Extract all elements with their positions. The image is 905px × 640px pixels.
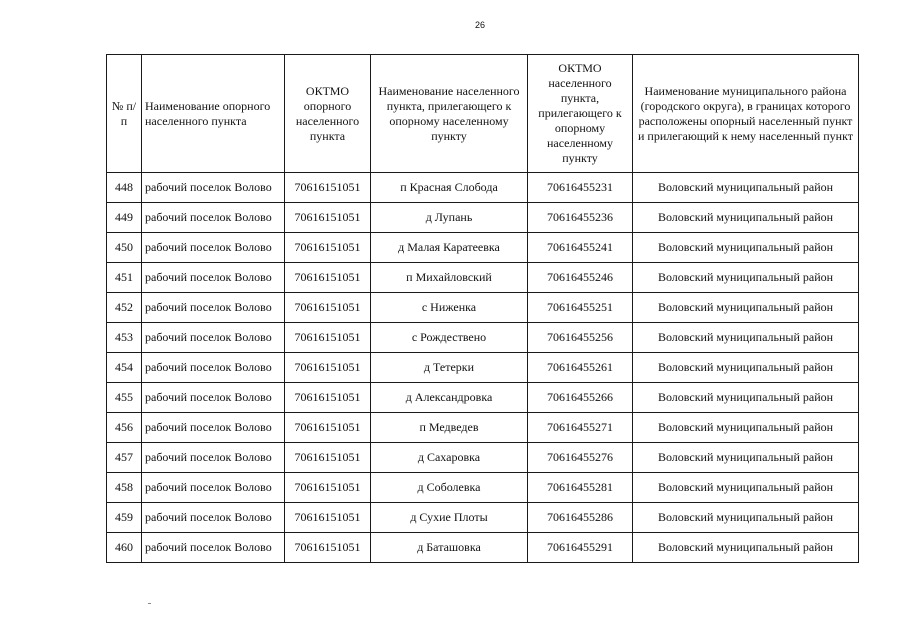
support-settlement-cell: рабочий поселок Волово (142, 263, 285, 293)
table-header (107, 55, 859, 173)
row-number-cell: 454 (107, 353, 142, 383)
support-oktmo-cell: 70616151051 (285, 353, 371, 383)
support-settlement-cell: рабочий поселок Волово (142, 293, 285, 323)
municipal-district-cell: Воловский муниципальный район (633, 233, 859, 263)
adjacent-oktmo-cell: 70616455246 (528, 263, 633, 293)
adjacent-oktmo-cell: 70616455276 (528, 443, 633, 473)
table-row (107, 503, 859, 533)
adjacent-oktmo-cell: 70616455271 (528, 413, 633, 443)
support-oktmo-cell: 70616151051 (285, 173, 371, 203)
support-oktmo-cell: 70616151051 (285, 413, 371, 443)
adjacent-oktmo-cell: 70616455256 (528, 323, 633, 353)
municipal-district-cell: Воловский муниципальный район (633, 533, 859, 563)
municipal-district-cell: Воловский муниципальный район (633, 263, 859, 293)
row-number-cell: 456 (107, 413, 142, 443)
adjacent-oktmo-cell: 70616455281 (528, 473, 633, 503)
adjacent-settlement-cell: п Медведев (371, 413, 528, 443)
support-oktmo-cell: 70616151051 (285, 503, 371, 533)
support-oktmo-cell: 70616151051 (285, 323, 371, 353)
page-number: 26 (474, 20, 485, 30)
municipal-district-cell: Воловский муниципальный район (633, 383, 859, 413)
table-row (107, 383, 859, 413)
support-settlement-cell: рабочий поселок Волово (142, 233, 285, 263)
municipal-district-cell: Воловский муниципальный район (633, 173, 859, 203)
table-row (107, 233, 859, 263)
adjacent-settlement-cell: п Михайловский (371, 263, 528, 293)
support-oktmo-cell: 70616151051 (285, 383, 371, 413)
adjacent-oktmo-cell: 70616455261 (528, 353, 633, 383)
adjacent-oktmo-cell: 70616455251 (528, 293, 633, 323)
adjacent-oktmo-cell: 70616455241 (528, 233, 633, 263)
table-row (107, 443, 859, 473)
municipal-district-cell: Воловский муниципальный район (633, 323, 859, 353)
adjacent-settlement-cell: с Ниженка (371, 293, 528, 323)
adjacent-oktmo-cell: 70616455291 (528, 533, 633, 563)
adjacent-settlement-cell: д Соболевка (371, 473, 528, 503)
municipal-district-cell: Воловский муниципальный район (633, 293, 859, 323)
support-oktmo-cell: 70616151051 (285, 443, 371, 473)
adjacent-settlement-cell: с Рождествено (371, 323, 528, 353)
adjacent-settlement-cell: д Лупань (371, 203, 528, 233)
table-row (107, 323, 859, 353)
adjacent-settlement-cell: д Александровка (371, 383, 528, 413)
support-settlement-cell: рабочий поселок Волово (142, 383, 285, 413)
table-row (107, 353, 859, 383)
support-settlement-cell: рабочий поселок Волово (142, 533, 285, 563)
municipal-district-cell: Воловский муниципальный район (633, 203, 859, 233)
adjacent-settlement-cell: д Баташовка (371, 533, 528, 563)
support-settlement-cell: рабочий поселок Волово (142, 323, 285, 353)
table-row (107, 533, 859, 563)
municipal-district-cell: Воловский муниципальный район (633, 353, 859, 383)
header-number: № п/п (107, 55, 142, 173)
row-number-cell: 457 (107, 443, 142, 473)
support-settlement-cell: рабочий поселок Волово (142, 503, 285, 533)
row-number-cell: 455 (107, 383, 142, 413)
row-number-cell: 451 (107, 263, 142, 293)
municipal-district-cell: Воловский муниципальный район (633, 503, 859, 533)
adjacent-settlement-cell: п Красная Слобода (371, 173, 528, 203)
adjacent-oktmo-cell: 70616455266 (528, 383, 633, 413)
support-settlement-cell: рабочий поселок Волово (142, 203, 285, 233)
support-oktmo-cell: 70616151051 (285, 233, 371, 263)
header-support-settlement: Наименование опорного населенного пункта (142, 55, 285, 173)
support-settlement-cell: рабочий поселок Волово (142, 473, 285, 503)
support-oktmo-cell: 70616151051 (285, 263, 371, 293)
municipal-district-cell: Воловский муниципальный район (633, 413, 859, 443)
adjacent-settlement-cell: д Малая Каратеевка (371, 233, 528, 263)
support-settlement-cell: рабочий поселок Волово (142, 443, 285, 473)
table-row (107, 293, 859, 323)
row-number-cell: 449 (107, 203, 142, 233)
settlements-table (106, 54, 859, 563)
row-number-cell: 450 (107, 233, 142, 263)
row-number-cell: 459 (107, 503, 142, 533)
header-support-oktmo: ОКТМО опорного населенного пункта (285, 55, 371, 173)
scan-speck (148, 603, 151, 604)
header-municipal-district: Наименование муниципального района (городского округа), в границах которого расположены опорный населенный пункт и прилегающий к нему населенный пункт (633, 55, 859, 173)
adjacent-settlement-cell: д Тетерки (371, 353, 528, 383)
municipal-district-cell: Воловский муниципальный район (633, 473, 859, 503)
support-settlement-cell: рабочий поселок Волово (142, 413, 285, 443)
table-row (107, 173, 859, 203)
row-number-cell: 452 (107, 293, 142, 323)
header-row (107, 55, 859, 173)
support-oktmo-cell: 70616151051 (285, 473, 371, 503)
header-adjacent-settlement: Наименование населенного пункта, прилегающего к опорному населенному пункту (371, 55, 528, 173)
adjacent-oktmo-cell: 70616455231 (528, 173, 633, 203)
adjacent-oktmo-cell: 70616455236 (528, 203, 633, 233)
row-number-cell: 448 (107, 173, 142, 203)
adjacent-oktmo-cell: 70616455286 (528, 503, 633, 533)
municipal-district-cell: Воловский муниципальный район (633, 443, 859, 473)
support-settlement-cell: рабочий поселок Волово (142, 353, 285, 383)
table-row (107, 473, 859, 503)
table-body (107, 173, 859, 563)
adjacent-settlement-cell: д Сахаровка (371, 443, 528, 473)
table-row (107, 203, 859, 233)
support-settlement-cell: рабочий поселок Волово (142, 173, 285, 203)
table-row (107, 413, 859, 443)
support-oktmo-cell: 70616151051 (285, 293, 371, 323)
support-oktmo-cell: 70616151051 (285, 203, 371, 233)
table-row (107, 263, 859, 293)
row-number-cell: 460 (107, 533, 142, 563)
row-number-cell: 458 (107, 473, 142, 503)
row-number-cell: 453 (107, 323, 142, 353)
header-adjacent-oktmo: ОКТМО населенного пункта, прилегающего к опорному населенному пункту (528, 55, 633, 173)
support-oktmo-cell: 70616151051 (285, 533, 371, 563)
adjacent-settlement-cell: д Сухие Плоты (371, 503, 528, 533)
